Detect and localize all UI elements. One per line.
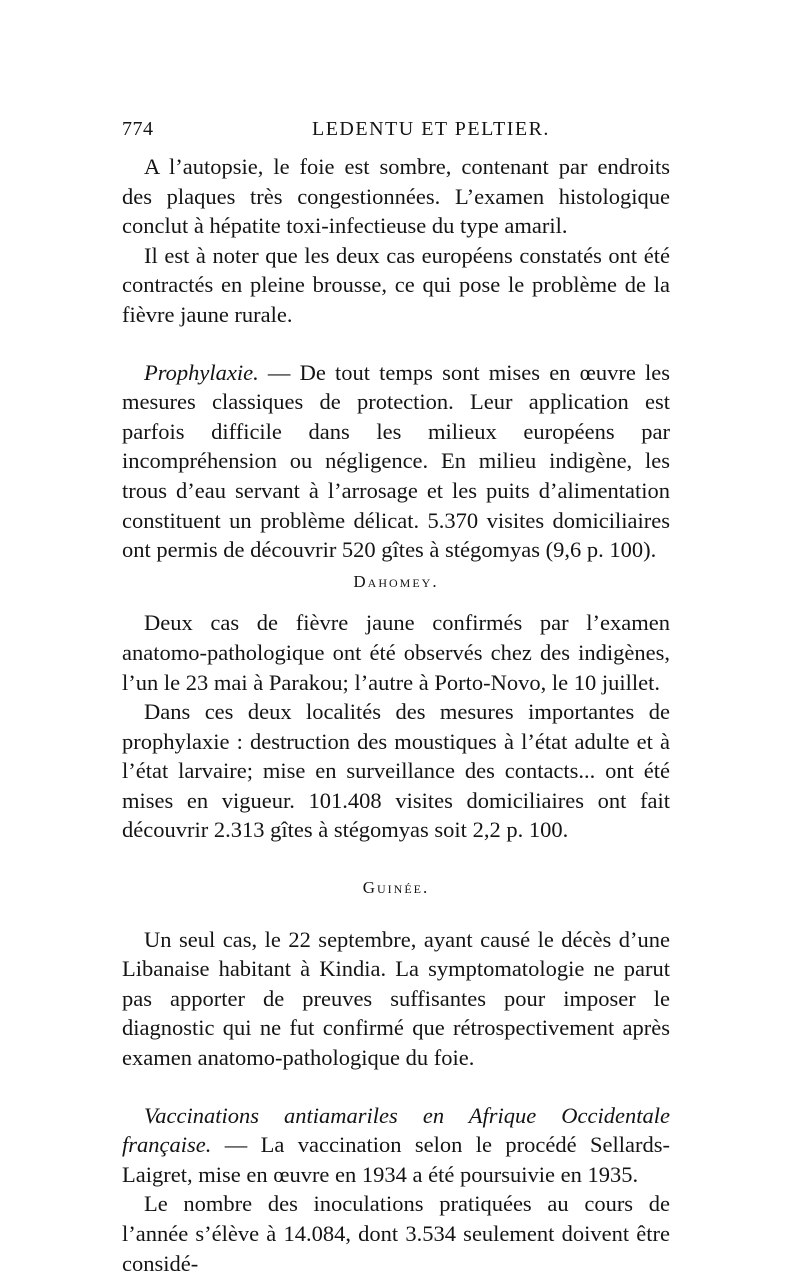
prophylaxie-heading: Prophylaxie. <box>144 359 259 385</box>
running-head: LEDENTU ET PELTIER. <box>312 118 550 140</box>
paragraph-inoculations: Le nombre des inoculations pratiquées au cours de l’année s’élève à 14.084, dont 3.534 seulement doivent être considé- <box>122 1191 670 1276</box>
spacer <box>122 1073 670 1101</box>
page-number: 774 <box>122 118 154 140</box>
paragraph-vaccinations <box>122 1101 670 1190</box>
paragraph-guinee-cas: Un seul cas, le 22 septembre, ayant causé le décès d’une Libanaise habitant à Kindia. La symptomatologie ne parut pas apporter de preuves suffisantes pour imposer le diagnostic qui ne fut confirmé que rétrospectivement après examen anatomo-pathologique du foie. <box>122 926 670 1071</box>
paragraph-dahomey-cas: Deux cas de fièvre jaune confirmés par l’examen anatomo-pathologique ont été observés chez des indigènes, l’un le 23 mai à Parakou; l’autre à Porto-Novo, le 10 juillet. <box>122 610 670 695</box>
paragraph-prophylaxie <box>122 358 670 565</box>
paragraph-autopsie: A l’autopsie, le foie est sombre, contenant par endroits des plaques très congestionnées. L’examen histologique conclut à hépatite toxi-infectieuse du type amaril. <box>122 154 670 239</box>
vaccinations-heading: Vaccinations antiamariles en Afrique Occidentale française. <box>122 1102 670 1158</box>
spacer <box>122 330 670 358</box>
prophylaxie-text: — De tout temps sont mises en œuvre les mesures classiques de protection. Leur application est parfois difficile dans les milieux européens par incompréhension ou négligence. En milieu indigène, les trous d’eau servant à l’arrosage et les puits d’alimentation constituent un problème délicat. 5.370 visites domiciliaires ont permis de découvrir 520 gîtes à stégomyas (9,6 p. 100). <box>122 359 670 563</box>
page-body <box>122 152 670 1278</box>
page-header <box>122 118 670 148</box>
section-heading-guinee: Guinée. <box>362 878 430 898</box>
section-heading-dahomey: Dahomey. <box>353 571 439 591</box>
vaccinations-text: — La vaccination selon le procédé Sellards-Laigret, mise en œuvre en 1934 a été poursuivie en 1935. <box>122 1132 670 1187</box>
paragraph-cas-europeens: Il est à noter que les deux cas européens constatés ont été contractés en pleine brousse, ce qui pose le problème de la fièvre jaune rurale. <box>122 242 670 327</box>
paragraph-dahomey-prophylaxie: Dans ces deux localités des mesures importantes de prophylaxie : destruction des moustiques à l’état adulte et à l’état larvaire; mise en surveillance des contacts... ont été mises en vigueur. 101.408 visites domiciliaires ont fait découvrir 2.313 gîtes à stégomyas soit 2,2 p. 100. <box>122 699 670 843</box>
